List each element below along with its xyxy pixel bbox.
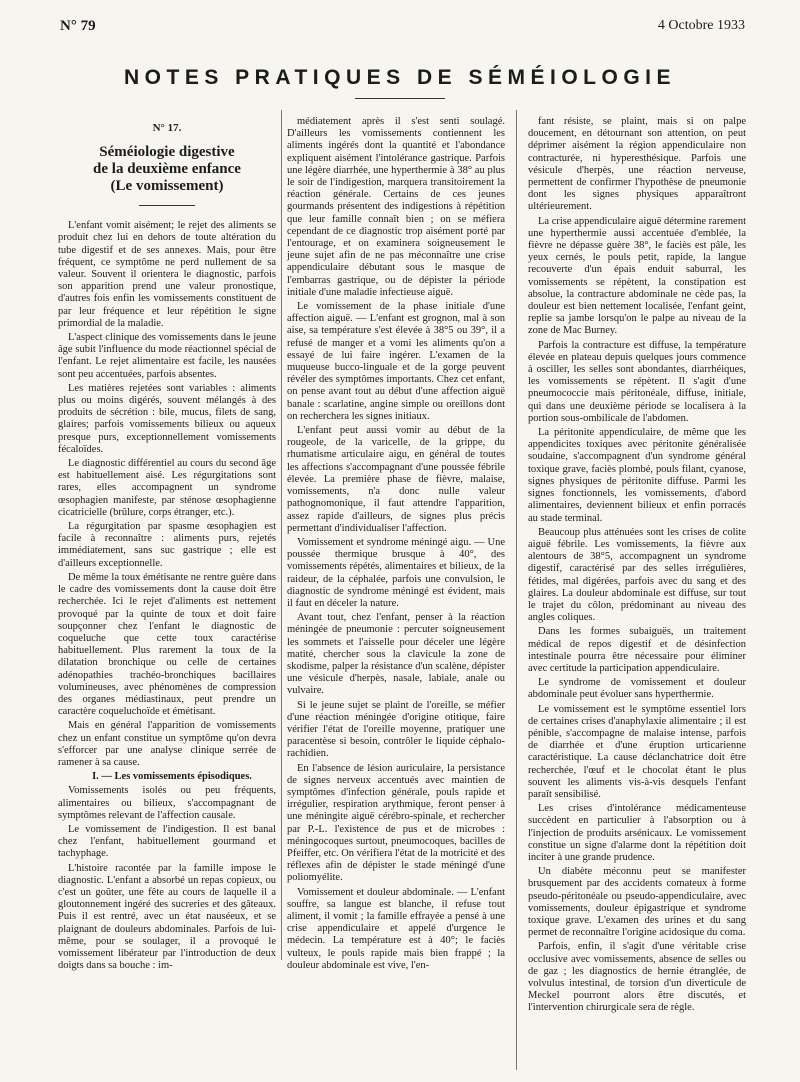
issue-date: 4 Octobre 1933 <box>657 18 745 33</box>
page-header <box>60 14 745 38</box>
column-divider <box>281 110 282 960</box>
column-3 <box>528 116 746 1076</box>
paragraph: Le vomissement de l'indigestion. Il est banal chez l'enfant, habituellement gourmand et tachyphage. <box>58 823 276 860</box>
column-2 <box>287 116 505 1076</box>
section-heading: I. — Les vomissements épisodiques. <box>92 771 252 783</box>
paragraph: Le vomissement de la phase initiale d'une affection aiguë. — L'enfant est grognon, mal à son aise, sa température s'est élevée à 38°5 ou 39°, il a refusé de manger et a vomi les aliments qu'on a essayé de lui faire ingérer. L'examen de la muqueuse bucco-linguale et de la gorge peuvent révéler des symptômes importants. Chez cet enfant, on pense avant tout au début d'une affection aiguë banale : scarlatine, angine simple ou oreillons dont on recherchera les signes initiaux. <box>287 301 505 422</box>
paragraph: Si le jeune sujet se plaint de l'oreille, se méfier d'une réaction méningée d'origine otitique, faire vérifier l'état de l'oreille moyenne, pratiquer une paracentèse si besoin, contrôler le liquide céphalo-rachidien. <box>287 699 505 760</box>
paragraph: Vomissements isolés ou peu fréquents, alimentaires ou bilieux, s'accompagnant de symptômes relevant de l'affection causale. <box>58 785 276 821</box>
column-divider <box>516 110 517 1070</box>
paragraph: Le vomissement est le symptôme essentiel lors de certaines crises d'anaphylaxie alimentaire ; il est pénible, s'accompagne de malaise intense, parfois de diarrhée et d'une éruption urticarienne caractéristique. La cause déclanchatrice doit être recherchée, l'œuf et le chocolat étant le plus souvent les aliments vis-à-vis desquels l'enfant paraît sensibilisé. <box>528 703 746 800</box>
paragraph: L'enfant vomit aisément; le rejet des aliments se produit chez lui en dehors de toute altération du tube digestif et de ses annexes. Mais, pour être fréquent, ce symptôme ne perd nullement de sa valeur. Souvent il orientera le diagnostic, parfois son apparition prend une valeur pronostique, d'autres fois enfin les vomissements constituent de par leur fréquence et leur répétition le signe primordial de la maladie. <box>58 220 276 329</box>
paragraph: La péritonite appendiculaire, de même que les appendicites toxiques avec péritonite généralisée soudaine, s'accompagnent d'un syndrome général toxique grave, faciès plombé, pouls filant, cyanose, signes physiques de péritonite diffuse. Parmi les signes fonctionnels, les vomissements, d'abord alimentaires, deviennent bilieux et enfin porracés au stade terminal. <box>528 427 746 524</box>
paragraph: En l'absence de lésion auriculaire, la persistance de signes nerveux accentués avec maintien de symptômes d'infection générale, pouls rapide et irrégulier, respiration arythmique, feront penser à une méningite aiguë cérébro-spinale, et rechercher par P.-L. l'existence de pus et de microbes : méningocoques surtout, pneumocoques, bacilles de Pfeiffer, etc. On vérifiera l'état de la motricité et des réflexes afin de dépister le stade méningé d'une poliomyélite. <box>287 762 505 884</box>
title-rule <box>355 98 445 99</box>
article-title-line-1: Séméiologie digestive <box>99 144 235 161</box>
paragraph: Le syndrome de vomissement et douleur abdominale peut évoluer sans hyperthermie. <box>528 677 746 701</box>
paragraph: L'enfant peut aussi vomir au début de la rougeole, de la varicelle, de la grippe, du rhumatisme articulaire aigu, en général de toutes les affections s'accompagnant d'une poussée fébrile élevée. La première phase de fièvre, malaise, vomissements, n'a donc nulle valeur pathognomonique, il faut attendre l'apparition, assez rapide d'ailleurs, de signes plus précis permettant d'individualiser l'affection. <box>287 425 505 534</box>
paragraph: Avant tout, chez l'enfant, penser à la réaction méningée de pneumonie : percuter soigneusement les sommets et l'aisselle pour déceler une légère matité, chercher sous la clavicule la zone de skodisme, palper la résistance d'un scalène, dépister une vésicule d'herpès, nasale, labiale, anale ou vulvaire. <box>287 612 505 697</box>
paragraph: Le diagnostic différentiel au cours du second âge est habituellement aisé. Les régurgitations sont rares, elles accompagnent un syndrome œsophagien manifeste, par sténose œsophagienne cicatricielle (brûlure, corps étranger, etc.). <box>58 458 276 518</box>
paragraph: La régurgitation par spasme œsophagien est facile à reconnaître : aliments purs, rejetés immédiatement, sans suc gastrique ; elle est d'ailleurs exceptionnelle. <box>58 521 276 569</box>
paragraph: La crise appendiculaire aiguë détermine rarement une hyperthermie aussi accentuée d'emblée, la fièvre ne dépasse guère 38°, le faciès est pâle, les yeux cernés, le pouls petit, rapide, la langue recouverte d'un épais enduit saburral, les vomissements se répètent, la constipation est absolue, la contracture abdominale ne cède pas, la douleur est bien nettement localisée, l'enfant geint, replie sa jambe lorsqu'on le palpe au niveau de la zone de Mac Burney. <box>528 215 746 337</box>
paragraph: L'aspect clinique des vomissements dans le jeune âge subit l'influence du mode réactionnel spécial de l'enfant. Le rejet alimentaire est facile, les nausées sont peu accentuées, parfois absentes. <box>58 332 276 380</box>
paragraph: Parfois, enfin, il s'agit d'une véritable crise occlusive avec vomissements, absence de selles ou de gaz ; les diagnostics de hernie étranglée, de volvulus intestinal, de torsion d'un diverticule de Meckel pourront alors être discutés, et l'intervention chirurgicale sera de règle. <box>528 941 746 1014</box>
paragraph: Vomissement et douleur abdominale. — L'enfant souffre, sa langue est blanche, il refuse tout aliment, il vomit ; la famille effrayée a pensé à une crise appendiculaire et appelé d'urgence le médecin. La température est à 40°; le faciès vulteux, le pouls rapide mais bien frappé ; la douleur abdominale est vive, l'en- <box>287 886 505 971</box>
paragraph: De même la toux émétisante ne rentre guère dans le cadre des vomissements dont la cause doit être recherchée. Ici le rejet d'aliments est nettement provoqué par la quinte de toux et doit faire soupçonner chez l'enfant le diagnostic de coqueluche que cette toux caractérise habituellement. Plus rarement la toux de la dilatation bronchique ou celle de certaines adénopathies trachéo-bronchiques bacillaires volumineuses, avec phénomènes de compression des organes médiastinaux, peut prendre un caractère coqueluchoïde et émétisant. <box>58 571 276 718</box>
paragraph: médiatement après il s'est senti soulagé. D'ailleurs les vomissements contiennent les aliments ingérés dont la quantité et l'abondance expliquent aisément l'intolérance gastrique. Parfois une légère diarrhée, une hyperthermie à 38° au plus le soir de l'indigestion, marquera transitoirement la réaction générale. Certains de ces jeunes gourmands présentent des indigestions à répétition que leur famille connaît bien ; on se méfiera cependant de ce diagnostic trop aisément porté par l'entourage, et on examinera soigneusement le jeune sujet afin de ne pas méconnaître une crise appendiculaire débutant sous le masque de l'embarras gastrique, ou de dépister la période initiale d'une maladie infectieuse aiguë. <box>287 116 505 298</box>
paragraph: Parfois la contracture est diffuse, la température élevée en plateau depuis quelques jours commence à osciller, les selles sont abondantes, diarrhéiques, les vomissements se répètent. Il s'agit d'une pneumococcie mais péritonéale, diffuse, initiale, qui dans une deuxième période se localisera à la portion sous-ombilicale de l'abdomen. <box>528 339 746 424</box>
paragraph: Les matières rejetées sont variables : aliments plus ou moins digérés, souvent mélangés à des produits de sécrétion : bile, mucus, filets de sang, glaires; parfois vomissements bilieux ou aqueux presque purs, exceptionnellement vomissements fécaloïdes. <box>58 382 276 455</box>
article-number: N° 17. <box>152 122 182 134</box>
paragraph: fant résiste, se plaint, mais si on palpe doucement, en détournant son attention, on peut déprimer aisément la région appendiculaire non contracturée, ni hyperesthésique. Parfois une vésicule d'herpès, une réaction nerveuse, permettent de confirmer l'hypothèse de pneumonie dont les signes physiques apparaîtront ultérieurement. <box>528 116 746 213</box>
column-1 <box>58 116 276 972</box>
issue-number: N° 79 <box>60 18 96 34</box>
article-title-rule <box>139 205 195 206</box>
paragraph: Les crises d'intolérance médicamenteuse succèdent en particulier à l'absorption ou à l'injection de produits arsénicaux. Le vomissement constitue un signe d'alarme dont la répétition doit inciter à une grande prudence. <box>528 803 746 863</box>
paragraph: Dans les formes subaiguës, un traitement médical de repos digestif et de désinfection intestinale pourra être nécessaire pour éliminer avec certitude la participation appendiculaire. <box>528 626 746 674</box>
article-title-line-3: (Le vomissement) <box>110 178 224 195</box>
paragraph: Un diabète méconnu peut se manifester brusquement par des accidents comateux à forme pseudo-péritonéale ou pseudo-appendiculaire, avec vomissements, douleur épigastrique et syndrome toxique grave. L'examen des urines et du sang permet de reconnaître l'origine acidosique du coma. <box>528 866 746 939</box>
paragraph: Beaucoup plus atténuées sont les crises de colite aiguë fébrile. Les vomissements, la fièvre aux alentours de 38°5, accompagnent un syndrome digestif, caractérisé par des selles irrégulières, fétides, mal digérées, parfois avec du sang et des glaires. La douleur abdominale est diffuse, sur tout le trajet du côlon, prédominant au niveau des angles coliques. <box>528 526 746 624</box>
page-title: NOTES PRATIQUES DE SÉMÉIOLOGIE <box>124 66 676 89</box>
paragraph: Vomissement et syndrome méningé aigu. — Une poussée thermique brusque à 40°, des vomissements répétés, alimentaires et bilieux, de la raideur, de la céphalée, parfois une convulsion, le diagnostic de syndrome méningé est évident, mais il faut en déceler la nature. <box>287 536 505 609</box>
paragraph: L'histoire racontée par la famille impose le diagnostic. L'enfant a absorbé un repas copieux, ou c'est un goûter, une fête au cours de laquelle il a gloutonnement ingéré des sucreries et des gâteaux. Puis il est rentré, avec un état nauséeux, et se plaignant de douleurs abdominales. Parfois de lui-même, pour se soulager, il a provoqué le vomissement libérateur par l'introduction de deux doigts dans sa bouche : im- <box>58 862 276 972</box>
paragraph: Mais en général l'apparition de vomissements chez un enfant constitue un symptôme qu'on devra s'efforcer par une analyse clinique serrée de ramener à sa cause. <box>58 720 276 768</box>
article-title-line-2: de la deuxième enfance <box>93 161 241 178</box>
